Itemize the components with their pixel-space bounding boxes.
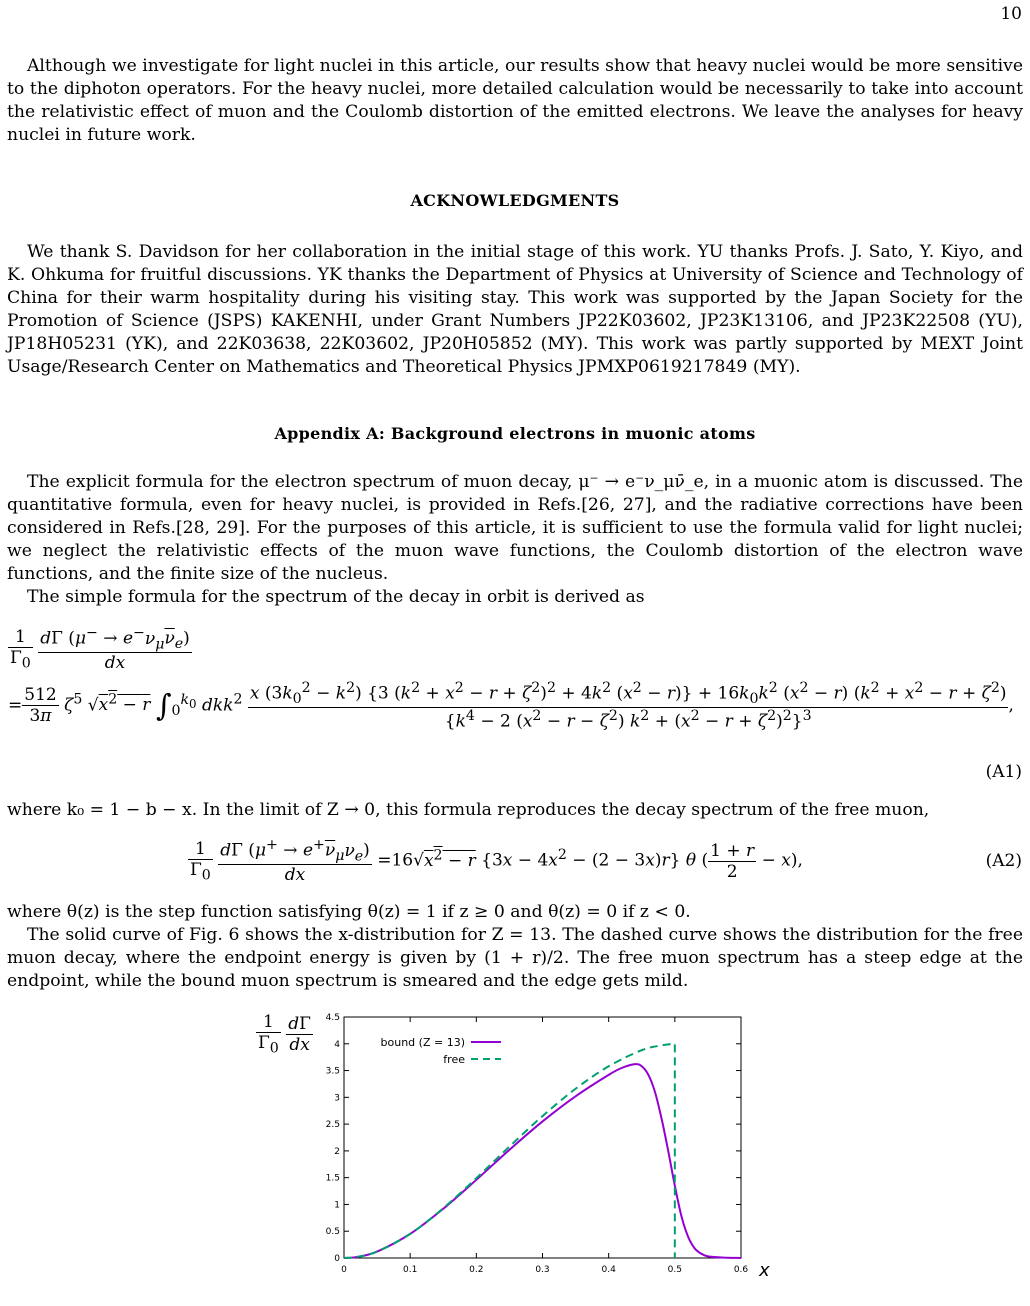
equation-a2-label: (A2) (985, 851, 1022, 871)
plot-frame (344, 1017, 741, 1258)
appendix-paragraph-5: The solid curve of Fig. 6 shows the x-distribution for Z = 13. The dashed curve shows the distribution for the free muon decay, where the endpoint energy is given by (1 + r)/2. The free muon spectrum has a steep edge at the endpoint, while the bound muon spectrum is smeared and the edge gets mild. (7, 925, 1023, 991)
legend-label-0: bound (Z = 13) (380, 1036, 465, 1049)
appendix-paragraph-2: The simple formula for the spectrum of the decay in orbit is derived as (27, 587, 645, 607)
appendix-paragraph-3: where k₀ = 1 − b − x. In the limit of Z → 0, this formula reproduces the decay spectrum of the free muon, (7, 800, 930, 820)
series-line-bound (344, 1064, 741, 1258)
y-tick-label-8: 4 (334, 1039, 340, 1050)
y-tick-label-5: 2.5 (325, 1120, 340, 1131)
appendix-paragraph-1: The explicit formula for the electron spectrum of muon decay, μ⁻ → e⁻ν_μν̄_e, in a muonic atom is discussed. The quantitative formula, even for heavy nuclei, is provided in Refs.[26, 27], and the radiative corrections have been considered in Refs.[28, 29]. For the purposes of this article, it is sufficient to use the formula valid for light nuclei; we neglect the relativistic effects of the muon wave functions, the Coulomb distortion of the electron wave functions, and the finite size of the nucleus. (7, 472, 1023, 584)
spectrum-chart (320, 1010, 790, 1300)
x-tick-label-2: 0.2 (469, 1265, 484, 1275)
x-tick-label-0: 0 (341, 1265, 347, 1275)
x-tick-label-6: 0.6 (733, 1265, 749, 1275)
page-number: 10 (1000, 4, 1022, 24)
y-tick-label-6: 3 (334, 1093, 340, 1104)
x-tick-label-3: 0.3 (535, 1265, 550, 1275)
y-tick-label-4: 2 (334, 1146, 340, 1157)
appendix-paragraph-4: where θ(z) is the step function satisfying θ(z) = 1 if z ≥ 0 and θ(z) = 0 if z < 0. (7, 902, 691, 922)
y-tick-label-1: 0.5 (325, 1227, 340, 1238)
x-tick-label-4: 0.4 (601, 1265, 616, 1275)
y-tick-label-9: 4.5 (325, 1013, 340, 1023)
y-tick-label-7: 3.5 (325, 1066, 340, 1077)
y-tick-label-3: 1.5 (325, 1173, 340, 1184)
equation-a2: $\frac{1}{\Gamma_0}$ $\frac{d\Gamma (\mu^+ \to e^+\overline{\nu}_\mu\nu_e)}{dx}$ $=16√x^2 - r$ $\{3x - 4x^2 - (2 - 3x)r\}$ θ ( $\frac{1 + r}{2}$ − x), (190, 837, 803, 886)
equation-a1-label: (A1) (985, 762, 1022, 782)
x-axis-label: x (759, 1260, 770, 1281)
equation-a1-lhs: $\frac{1}{\Gamma_0}$ $\frac{d\Gamma (\mu^- \to e^-\nu_\mu\overline{\nu}_e)}{dx}$ (10, 625, 190, 674)
intro-paragraph: Although we investigate for light nuclei in this article, our results show that heavy nuclei would be more sensitive to the diphoton operators. For the heavy nuclei, more detailed calculation would be necessarily to take into account the relativistic effect of muon and the Coulomb distortion of the emitted electrons. We leave the analyses for heavy nuclei in future work. (7, 56, 1023, 145)
acknowledgments-paragraph: We thank S. Davidson for her collaboration in the initial stage of this work. YU thanks Profs. J. Sato, Y. Kiyo, and K. Ohkuma for fruitful discussions. YK thanks the Department of Physics at University of Science and Technology of China for their warm hospitality during his visiting stay. This work was supported by the Japan Society for the Promotion of Science (JSPS) KAKENHI, under Grant Numbers JP22K03602, JP23K13106, and JP23K22508 (YU), JP18H05231 (YK), and 22K03638, 22K03602, JP20H05852 (MY). This work was partly supported by MEXT Joint Usage/Research Center on Mathematics and Theoretical Physics JPMXP0619217849 (MY). (7, 242, 1023, 377)
y-tick-label-2: 1 (334, 1200, 340, 1211)
x-tick-label-5: 0.5 (667, 1265, 682, 1275)
legend-label-1: free (443, 1053, 465, 1066)
acknowledgments-heading: ACKNOWLEDGMENTS (410, 191, 620, 210)
chart-y-label: $\frac{1}{\Gamma_0}$ $\frac{d\Gamma}{dx}$ (258, 1012, 311, 1057)
y-tick-label-0: 0 (334, 1254, 340, 1264)
x-tick-label-1: 0.1 (403, 1265, 418, 1275)
appendix-heading: Appendix A: Background electrons in muonic atoms (274, 424, 756, 443)
equation-a1-rhs: = $\frac{512}{3\pi}$ $\zeta^5$ $√x^2 - r$ $\int_0^{k_0}$ dkk$^2$ x $(3k_0^2 - k^2)$ {3 $(k^2 + x^2 - r + \zeta^2)^2 + 4k^2$ $(x^2 - r)\} + 16k_0k^2$ $(x^2 - r) (k^2 + x^2 - r + \zeta^2)$ {$k^4 - 2$ $(x^2 - r - \zeta^2) k^2 + (x^2 - r + \zeta^2)^2\}^3$ , (8, 680, 1014, 732)
